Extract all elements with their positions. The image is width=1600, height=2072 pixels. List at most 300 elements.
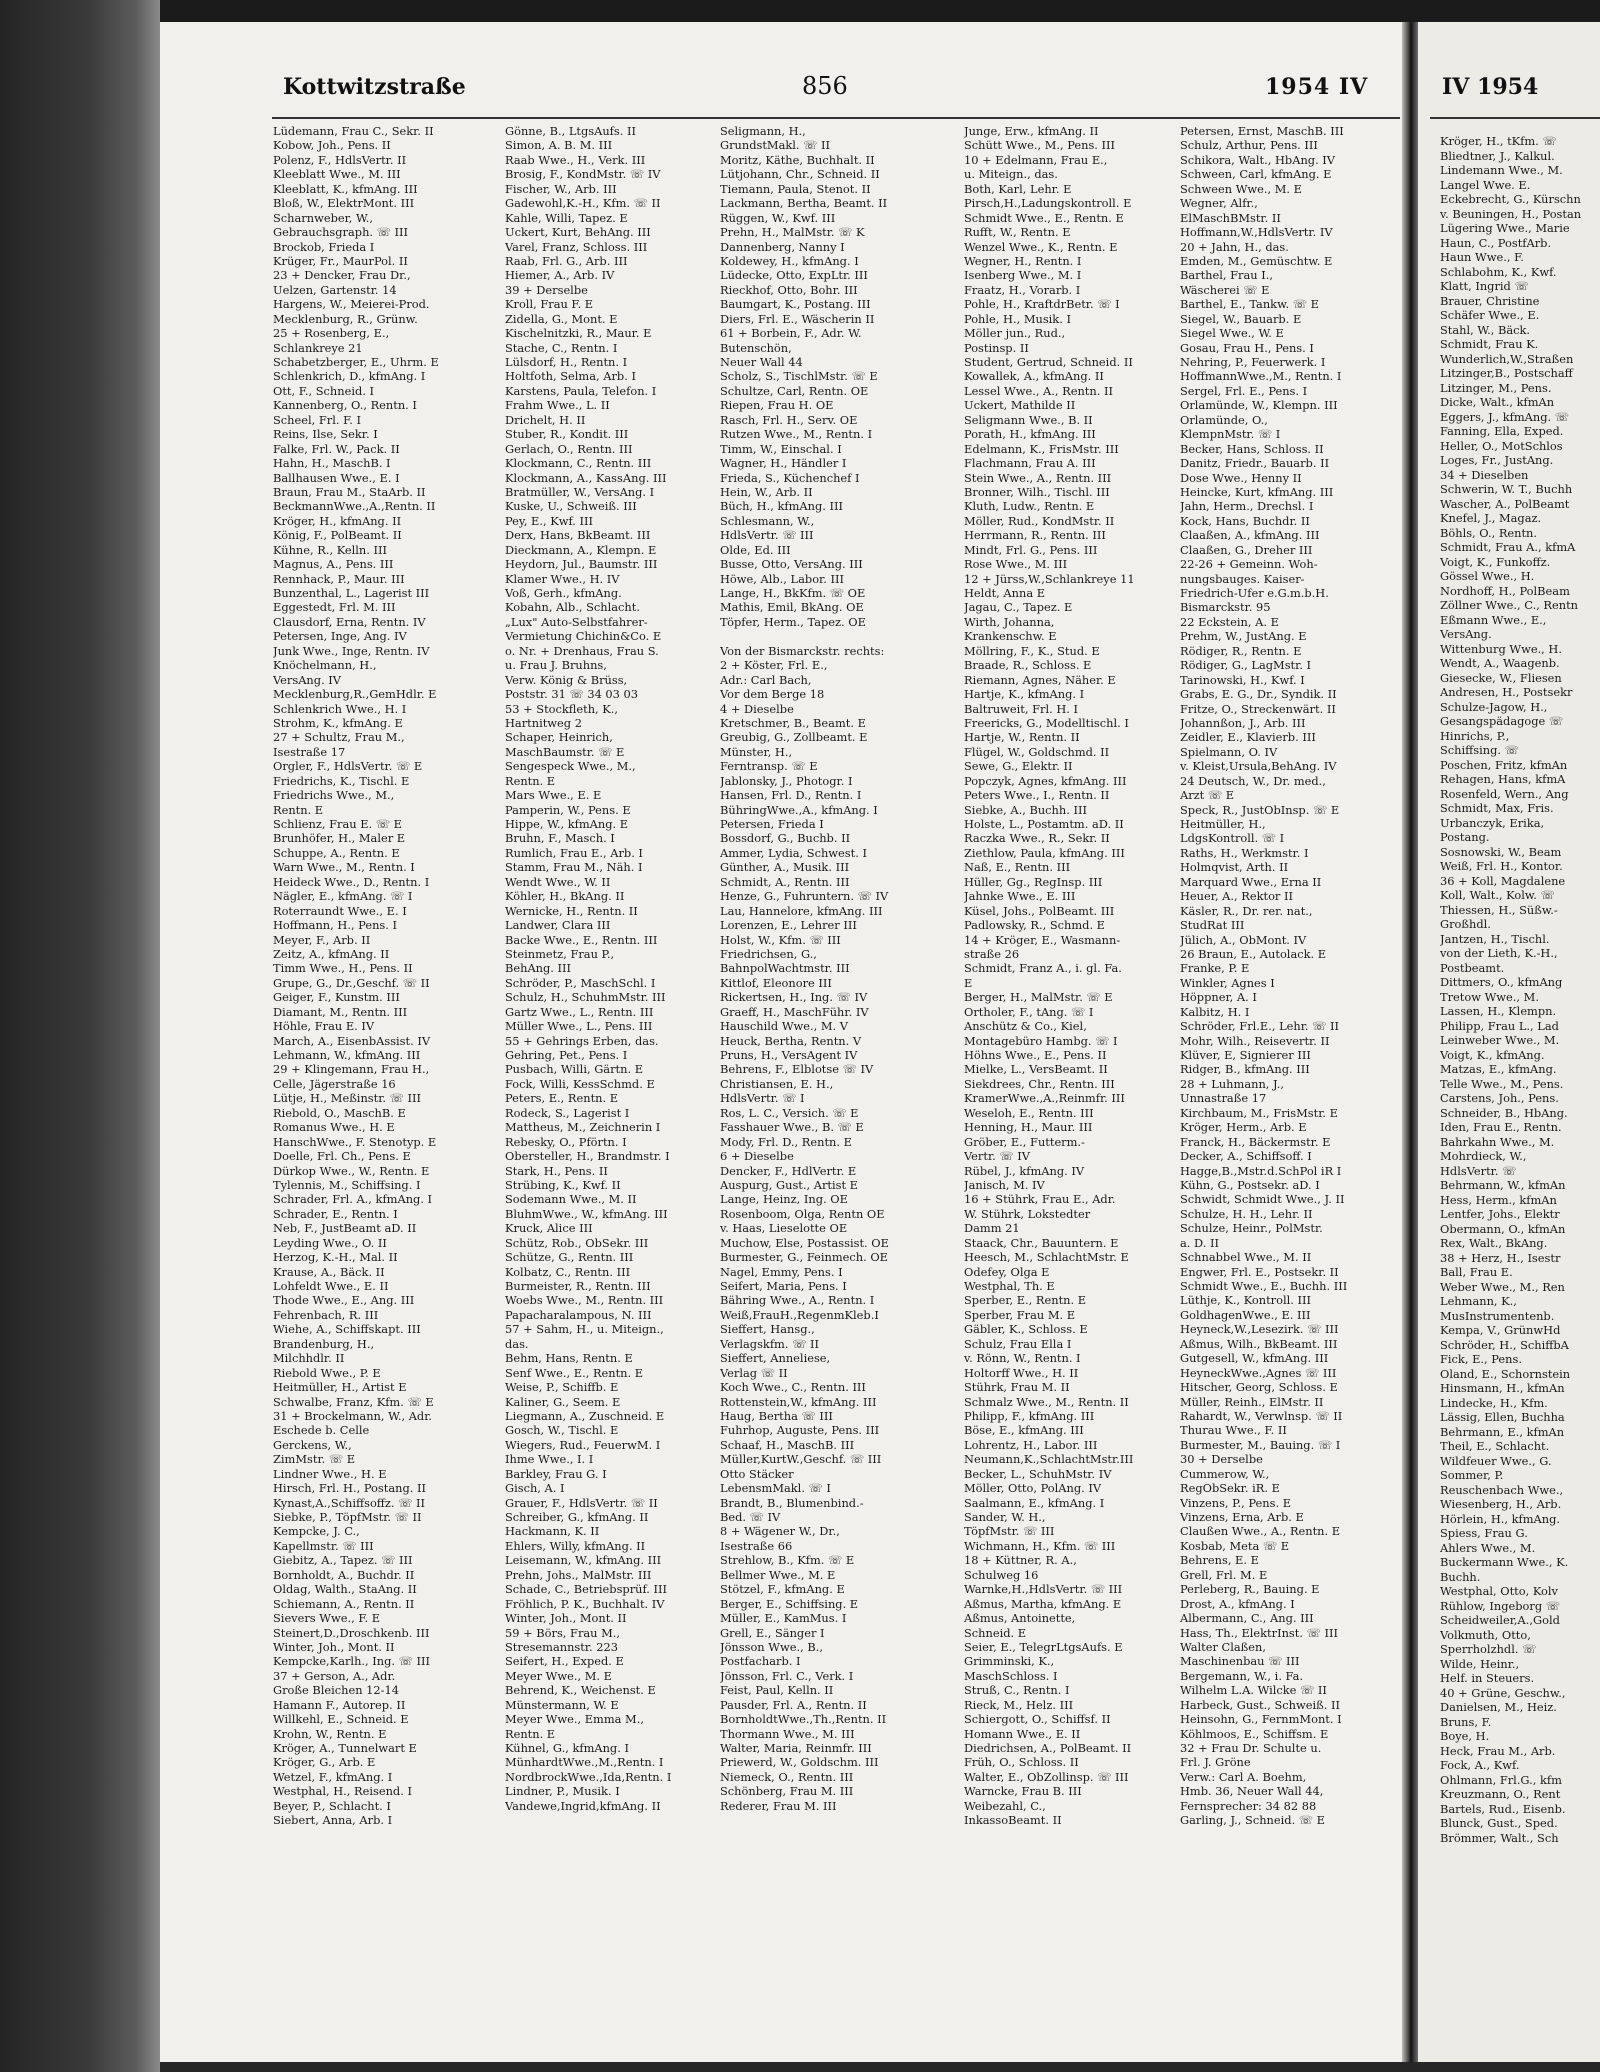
directory-entry: Köhlmoos, E., Schiffsm. E (1180, 1726, 1329, 1741)
directory-entry: Wilhelm L.A. Wilcke ☏ II (1180, 1683, 1327, 1698)
directory-entry: Fernsprecher: 34 82 88 (1180, 1798, 1317, 1813)
directory-entry: Dannenberg, Nanny I (720, 239, 845, 254)
directory-entry: Gössel Wwe., H. (1440, 569, 1535, 583)
directory-entry: Rödiger, R., Rentn. E (1180, 643, 1302, 658)
directory-entry: Schaaf, H., MaschB. III (720, 1437, 855, 1452)
directory-entry: Hartnitweg 2 (505, 715, 582, 730)
directory-entry: 40 + Grüne, Geschw., (1440, 1685, 1566, 1700)
directory-entry: Dencker, F., HdlVertr. E (720, 1163, 857, 1178)
directory-entry: Rühlow, Ingeborg ☏ (1440, 1598, 1561, 1613)
directory-entry: Voigt, K., Funkoffz. (1440, 554, 1551, 569)
directory-entry: Schulz, Frau Ella I (964, 1336, 1072, 1351)
header-rule (272, 117, 1400, 119)
directory-entry: Stache, C., Rentn. I (505, 340, 618, 355)
directory-entry: Schmidt Wwe., E., Buchh. III (1180, 1279, 1348, 1293)
directory-entry: Struß, C., Rentn. I (964, 1683, 1070, 1698)
directory-entry: Schabetzberger, E., Uhrm. E (273, 355, 439, 369)
directory-entry (720, 629, 930, 643)
directory-entry: Gisch, A. I (505, 1481, 565, 1496)
directory-entry: v. Kleist,Ursula,BehAng. IV (1180, 759, 1337, 774)
directory-entry: Rufft, W., Rentn. E (964, 225, 1071, 240)
directory-entry: Ortholer, F., tAng. ☏ I (964, 1004, 1094, 1019)
page-header (160, 74, 1402, 114)
directory-entry: Loges, Fr., JustAng. (1440, 453, 1554, 467)
directory-entry: Tarinowski, H., Kwf. I (1180, 672, 1305, 687)
directory-entry: Lülsdorf, H., Rentn. I (505, 355, 628, 369)
directory-entry: Raczka Wwe., R., Sekr. II (964, 831, 1110, 846)
directory-entry: Böse, E., kfmAng. III (964, 1423, 1084, 1438)
directory-entry: Verw. König & Brüss, (505, 672, 628, 687)
directory-entry: Behrmann, W., kfmAn (1440, 1178, 1566, 1192)
directory-entry: Drichelt, H. II (505, 412, 586, 427)
directory-entry: Heldt, Anna E (964, 586, 1046, 600)
directory-entry: 24 Deutsch, W., Dr. med., (1180, 773, 1326, 788)
directory-entry: Kirchbaum, M., FrisMstr. E (1180, 1105, 1338, 1120)
directory-entry: Siebert, Anna, Arb. I (273, 1813, 393, 1828)
directory-entry: Wendt Wwe., W. II (505, 874, 611, 889)
directory-entry: Heitmüller, H., Artist E (273, 1380, 407, 1395)
directory-entry: 28 + Luhmann, J., (1180, 1076, 1284, 1091)
directory-entry: Kröger, A., Tunnelwart E (273, 1741, 417, 1755)
directory-entry: Hiemer, A., Arb. IV (505, 268, 615, 283)
directory-entry: Sander, W. H., (964, 1510, 1046, 1524)
directory-entry: Knefel, J., Magaz. (1440, 511, 1542, 525)
directory-entry: Stahl, W., Bäck. (1440, 322, 1531, 337)
directory-entry: Behrens, F., Elblotse ☏ IV (720, 1062, 874, 1077)
directory-entry: Sodemann Wwe., M. II (505, 1192, 637, 1207)
directory-entry: Gartz Wwe., L., Rentn. III (505, 1004, 654, 1019)
directory-entry: Haun, C., PostfArb. (1440, 235, 1552, 250)
directory-entry: Holtorff Wwe., H. II (964, 1365, 1079, 1380)
directory-entry: Schwidt, Schmidt Wwe., J. II (1180, 1192, 1345, 1207)
directory-entry: Friedrichs, K., Tischl. E (273, 773, 410, 788)
directory-entry: Kempcke, J. C., (273, 1524, 360, 1539)
directory-entry: Behrend, K., Weichenst. E (505, 1683, 656, 1698)
directory-entry: Oldag, Walth., StaAng. II (273, 1582, 417, 1597)
adjacent-page-header: IV 1954 (1442, 74, 1539, 100)
directory-entry: Pey, E., Kwf. III (505, 513, 594, 528)
listing-column-5 (1180, 124, 1390, 1828)
directory-entry: Brömmer, Walt., Sch (1440, 1830, 1559, 1845)
directory-entry: Ihme Wwe., I. I (505, 1452, 594, 1467)
directory-entry: Wiegers, Rud., FeuerwM. I (505, 1437, 661, 1452)
directory-entry: Zidella, G., Mont. E (505, 311, 618, 326)
directory-entry: Brandenburg, H., (273, 1336, 375, 1351)
directory-entry: Neuer Wall 44 (720, 355, 803, 369)
directory-entry: Otto Stäcker (720, 1466, 794, 1481)
directory-entry: Weiß, Frl. H., Kontor. (1440, 859, 1563, 873)
directory-entry: Mohr, Wilh., Reisevertr. II (1180, 1033, 1330, 1048)
directory-entry: 30 + Derselbe (1180, 1452, 1263, 1467)
directory-entry: Grabs, E. G., Dr., Syndik. II (1180, 687, 1337, 702)
directory-entry: Petersen, Ernst, MaschB. III (1180, 124, 1344, 138)
directory-entry: Verw.: Carl A. Boehm, (1180, 1769, 1307, 1784)
directory-entry: Ohlmann, Frl.G., kfm (1440, 1772, 1562, 1787)
directory-entry: Thormann Wwe., M. III (720, 1726, 855, 1741)
directory-entry: Tylennis, M., Schiffsing. I (273, 1177, 421, 1192)
directory-entry: Strehlow, B., Kfm. ☏ E (720, 1553, 855, 1568)
directory-entry: VersAng. (1440, 627, 1492, 641)
directory-entry: Meyer Wwe., Emma M., (505, 1712, 644, 1727)
directory-entry: Mohrdieck, W., (1440, 1149, 1527, 1163)
directory-entry: Strübing, K., Kwf. II (505, 1177, 621, 1192)
directory-entry: Wildfeuer Wwe., G. (1440, 1453, 1552, 1468)
directory-entry: Rose Wwe., M. III (964, 557, 1068, 572)
directory-entry: Klockmann, C., Rentn. III (505, 456, 652, 471)
directory-entry: Kröger, H., kfmAng. II (273, 513, 402, 528)
directory-entry: Danitz, Friedr., Bauarb. II (1180, 456, 1330, 471)
directory-entry: Riemann, Agnes, Näher. E (964, 672, 1116, 687)
directory-entry: Schween Wwe., M. E (1180, 181, 1302, 196)
directory-entry: Bronner, Wilh., Tischl. III (964, 484, 1110, 499)
directory-entry: Lütjohann, Chr., Schneid. II (720, 167, 880, 182)
directory-entry: Orlamünde, O., (1180, 412, 1268, 427)
directory-entry: Rehagen, Hans, kfmA (1440, 772, 1566, 786)
directory-entry: Schwerin, W. T., Buchh (1440, 482, 1573, 496)
directory-entry: Volkmuth, Otto, (1440, 1627, 1531, 1642)
directory-entry: Steinert,D.,Droschkenb. III (273, 1625, 430, 1640)
directory-entry: Holtfoth, Selma, Arb. I (505, 369, 636, 384)
directory-entry: Warn Wwe., M., Rentn. I (273, 860, 415, 875)
directory-entry: Westphal, H., Reisend. I (273, 1784, 412, 1799)
adjacent-page (1418, 22, 1600, 2062)
directory-entry: Albermann, C., Ang. III (1180, 1611, 1314, 1626)
directory-entry: Fock, A., Kwf. (1440, 1758, 1520, 1772)
directory-entry: Kreuzmann, O., Rent (1440, 1787, 1561, 1801)
directory-entry: Buckermann Wwe., K. (1440, 1555, 1569, 1569)
directory-entry: March, A., EisenbAssist. IV (273, 1033, 431, 1048)
directory-entry: Hansen, Frl. D., Rentn. I (720, 788, 862, 803)
directory-entry: Tretow Wwe., M. (1440, 989, 1539, 1004)
directory-entry: Timm Wwe., H., Pens. II (273, 961, 413, 976)
directory-entry: Rentn. E (505, 1726, 556, 1741)
directory-entry: Behrmann, E., kfmAn (1440, 1424, 1565, 1439)
directory-entry: Pamperin, W., Pens. E (505, 802, 631, 817)
directory-entry: Kobow, Joh., Pens. II (273, 138, 391, 153)
directory-entry: Strohm, K., kfmAng. E (273, 715, 403, 730)
directory-entry: Hagge,B.,Mstr.d.SchPol iR I (1180, 1163, 1342, 1178)
directory-entry: Heitmüller, H., (1180, 817, 1266, 831)
directory-entry: Schade, C., Betriebsprüf. III (505, 1582, 668, 1597)
directory-entry: Hahn, H., MaschB. I (273, 456, 391, 471)
directory-entry: NordbrockWwe.,Ida,Rentn. I (505, 1769, 672, 1784)
directory-entry: HoffmannWwe.,M., Rentn. I (1180, 369, 1342, 384)
directory-entry: Scholz, S., TischlMstr. ☏ E (720, 369, 878, 384)
directory-entry: Siegel Wwe., W. E (1180, 326, 1284, 341)
directory-entry: Kischelnitzki, R., Maur. E (505, 326, 652, 341)
directory-entry: Giesecke, W., Fliesen (1440, 670, 1562, 685)
directory-entry: Mattheus, M., Zeichnerin I (505, 1120, 661, 1135)
directory-entry: Weseloh, E., Rentn. III (964, 1105, 1094, 1120)
directory-entry: Wittenburg Wwe., H. (1440, 641, 1562, 656)
directory-entry: Möller jun., Rud., (964, 326, 1066, 341)
directory-entry: Hartje, W., Rentn. II (964, 730, 1080, 745)
directory-entry: Riepen, Frau H. OE (720, 398, 834, 413)
directory-entry: Homann Wwe., E. II (964, 1726, 1081, 1741)
directory-entry: Junge, Erw., kfmAng. II (964, 124, 1099, 138)
directory-entry: Hippe, W., kfmAng. E (505, 817, 629, 831)
directory-entry: BornholdtWwe.,Th.,Rentn. II (720, 1712, 887, 1727)
directory-entry: Brauer, Christine (1440, 293, 1540, 308)
directory-entry: Fasshauer Wwe., B. ☏ E (720, 1120, 864, 1135)
directory-entry: Hess, Herm., kfmAn (1440, 1192, 1557, 1207)
directory-entry: Claaßen, G., Dreher III (1180, 542, 1313, 557)
directory-entry: Schween, Carl, kfmAng. E (1180, 167, 1332, 182)
directory-entry: Schaper, Heinrich, (505, 730, 613, 745)
directory-entry: Spiess, Frau G. (1440, 1526, 1528, 1540)
directory-entry: Kobahn, Alb., Schlacht. (505, 600, 640, 615)
directory-entry: Schrader, Frl. A., kfmAng. I (273, 1192, 433, 1207)
directory-entry: 23 + Dencker, Frau Dr., (273, 268, 411, 283)
directory-entry: Bratmüller, W., VersAng. I (505, 484, 655, 499)
directory-entry: 38 + Herz, H., Isestr (1440, 1250, 1561, 1265)
directory-entry: Lehmann, W., kfmAng. III (273, 1048, 421, 1062)
directory-entry: Seifert, Maria, Pens. I (720, 1279, 847, 1293)
directory-entry: Vor dem Berge 18 (720, 687, 825, 702)
directory-entry: Schlankreye 21 (273, 340, 363, 355)
directory-entry: Uelzen, Gartenstr. 14 (273, 282, 397, 297)
directory-entry: 4 + Dieselbe (720, 701, 794, 716)
directory-entry: Kittlof, Eleonore III (720, 975, 832, 990)
directory-entry: KlempnMstr. ☏ I (1180, 427, 1281, 442)
directory-entry: Stuber, R., Kondit. III (505, 427, 629, 442)
directory-entry: Schiffsing. ☏ (1440, 743, 1519, 757)
directory-entry: Marquard Wwe., Erna II (1180, 874, 1322, 889)
directory-entry: Kühn, G., Postsekr. aD. I (1180, 1177, 1320, 1192)
directory-entry: Jahn, Herm., Drechsl. I (1180, 499, 1314, 514)
directory-entry: Schneid. E (964, 1625, 1027, 1640)
directory-entry: Kretschmer, B., Beamt. E (720, 715, 866, 730)
directory-entry: Franke, P. E (1180, 961, 1250, 976)
directory-entry: Zeidler, E., Klavierb. III (1180, 730, 1316, 745)
directory-entry: Bartels, Rud., Eisenb. (1440, 1801, 1566, 1816)
directory-entry: Hamann F., Autorep. II (273, 1697, 406, 1712)
directory-entry: Brandt, B., Blumenbind.- (720, 1495, 864, 1510)
directory-entry: Sperber, E., Rentn. E (964, 1293, 1087, 1308)
directory-entry: Claaßen, A., kfmAng. III (1180, 528, 1320, 543)
directory-entry: Behrens, E. E (1180, 1553, 1259, 1568)
directory-entry: Neb, F., JustBeamt aD. II (273, 1221, 417, 1236)
directory-entry: Voß, Gerh., kfmAng. (505, 586, 622, 600)
directory-entry: Auspurg, Gust., Artist E (720, 1177, 858, 1192)
directory-entry: Eßmann Wwe., E., (1440, 612, 1547, 627)
directory-entry: Bähring Wwe., A., Rentn. I (720, 1293, 875, 1308)
directory-entry: Schreiber, G., kfmAng. II (505, 1510, 649, 1524)
directory-entry: Heller, O., MotSchlos (1440, 438, 1563, 453)
directory-entry: Friedrich-Ufer e.G.m.b.H. (1180, 586, 1329, 600)
directory-entry: Harbeck, Gust., Schweiß. II (1180, 1697, 1340, 1712)
directory-entry: Lange, Heinz, Ing. OE (720, 1192, 848, 1207)
directory-entry: Lehmann, K., (1440, 1294, 1517, 1308)
directory-entry: Schmidt, A., Rentn. III (720, 874, 850, 889)
directory-entry: Montagebüro Hambg. ☏ I (964, 1033, 1118, 1048)
directory-entry: Höppner, A. I (1180, 990, 1257, 1005)
directory-entry: BahnpolWachtmstr. III (720, 961, 850, 976)
directory-entry: 14 + Kröger, E., Wasmann- (964, 932, 1121, 947)
directory-entry: MaschBaumstr. ☏ E (505, 744, 625, 759)
directory-entry: Ferntransp. ☏ E (720, 759, 818, 774)
directory-entry: HdlsVertr. ☏ (1440, 1163, 1517, 1178)
directory-entry: Celle, Jägerstraße 16 (273, 1076, 396, 1091)
directory-entry: Falke, Frl. W., Pack. II (273, 441, 400, 456)
directory-entry: Vertr. ☏ IV (964, 1149, 1030, 1164)
directory-entry: Jantzen, H., Tischl. (1440, 931, 1550, 946)
directory-entry: Giebitz, A., Tapez. ☏ III (273, 1553, 413, 1568)
directory-entry: Schröder, Frl.E., Lehr. ☏ II (1180, 1019, 1340, 1034)
directory-entry: Freericks, G., Modelltischl. I (964, 715, 1129, 730)
directory-entry: Diedrichsen, A., PolBeamt. II (964, 1741, 1132, 1755)
directory-entry: Warnke,H.,HdlsVertr. ☏ III (964, 1582, 1123, 1597)
directory-entry: Orgler, F., HdlsVertr. ☏ E (273, 759, 423, 774)
directory-entry: Rex, Walt., BkAng. (1440, 1236, 1548, 1250)
directory-entry: Grupe, G., Dr.,Geschf. ☏ II (273, 975, 430, 990)
directory-entry: Damm 21 (964, 1221, 1020, 1236)
directory-entry: Lessel Wwe., A., Rentn. II (964, 383, 1113, 398)
directory-entry: Klatt, Ingrid ☏ (1440, 279, 1529, 293)
directory-entry: Geiger, F., Kunstm. III (273, 990, 400, 1005)
directory-entry: Ehlers, Willy, kfmAng. II (505, 1538, 646, 1553)
directory-entry: Schlienz, Frau E. ☏ E (273, 817, 402, 831)
directory-entry: Haun Wwe., F. (1440, 250, 1524, 264)
directory-entry: Krohn, W., Rentn. E (273, 1726, 387, 1741)
directory-entry: Kosbab, Meta ☏ E (1180, 1538, 1290, 1553)
directory-entry: 37 + Gerson, A., Adr. (273, 1668, 396, 1683)
directory-entry: Stresemannstr. 223 (505, 1639, 619, 1654)
directory-entry: Schäfer Wwe., E. (1440, 308, 1540, 322)
directory-entry: Ziethlow, Paula, kfmAng. III (964, 845, 1125, 860)
directory-entry: Kleeblatt Wwe., M. III (273, 167, 401, 182)
directory-entry: Friedrichs Wwe., M., (273, 788, 395, 803)
directory-entry: Becker, L., SchuhMstr. IV (964, 1466, 1112, 1481)
directory-entry: Klüver, E, Signierer III (1180, 1048, 1311, 1062)
directory-entry: u. Miteign., das. (964, 167, 1058, 182)
directory-entry: Blunck, Gust., Sped. (1440, 1816, 1558, 1830)
directory-entry: Kuske, U., Schweiß. III (505, 499, 637, 514)
directory-entry: Gönne, B., LtgsAufs. II (505, 124, 636, 138)
directory-entry: Gäbler, K., Schloss. E (964, 1322, 1088, 1337)
directory-entry: Schulze, H. H., Lehr. II (1180, 1206, 1313, 1221)
directory-entry: Muchow, Else, Postassist. OE (720, 1235, 889, 1250)
directory-entry: Petersen, Inge, Ang. IV (273, 629, 407, 644)
directory-entry: Backe Wwe., E., Rentn. III (505, 932, 658, 947)
directory-entry: Claußen Wwe., A., Rentn. E (1180, 1524, 1341, 1539)
directory-entry: VersAng. IV (273, 672, 342, 687)
directory-entry: Wagner, H., Händler I (720, 456, 847, 471)
directory-entry: Leinweber Wwe., M. (1440, 1033, 1560, 1047)
directory-entry: Derx, Hans, BkBeamt. III (505, 528, 651, 543)
directory-entry: Sengespeck Wwe., M., (505, 759, 636, 774)
directory-entry: E (964, 975, 973, 990)
directory-entry: Hörlein, H., kfmAng. (1440, 1511, 1561, 1526)
directory-entry: Stührk, Frau M. II (964, 1380, 1070, 1395)
directory-entry: Walter Claßen, (1180, 1639, 1266, 1654)
directory-entry: 32 + Frau Dr. Schulte u. (1180, 1741, 1322, 1755)
directory-entry: Litzinger, M., Pens. (1440, 380, 1552, 395)
directory-entry: Schütz, Rob., ObSekr. III (505, 1235, 649, 1250)
directory-entry: Becker, Hans, Schloss. II (1180, 441, 1324, 456)
directory-entry: 27 + Schultz, Frau M., (273, 730, 405, 745)
directory-entry: Mars Wwe., E. E (505, 788, 602, 803)
directory-entry: Schuppe, A., Rentn. E (273, 845, 400, 860)
directory-entry: Vinzens, Erna, Arb. E (1180, 1510, 1304, 1524)
directory-entry: Mielke, L., VersBeamt. II (964, 1062, 1108, 1077)
directory-entry: Nehring, P., Feuerwerk. I (1180, 355, 1326, 369)
directory-entry: Jönsson, Frl. C., Verk. I (720, 1668, 854, 1683)
directory-entry: Lässig, Ellen, Buchha (1440, 1410, 1565, 1424)
directory-entry: Heinsohn, G., FernmMont. I (1180, 1712, 1342, 1727)
directory-entry: Stark, H., Pens. II (505, 1163, 608, 1178)
directory-entry: HdlsVertr. ☏ I (720, 1091, 805, 1106)
directory-entry: Butenschön, (720, 340, 792, 355)
directory-entry: Theil, E., Schlacht. (1440, 1439, 1550, 1453)
directory-entry: Stein Wwe., A., Rentn. III (964, 470, 1112, 485)
directory-entry: Bossdorf, G., Buchb. II (720, 831, 851, 846)
directory-entry: Höhle, Frau E. IV (273, 1019, 375, 1034)
directory-entry: Koldewey, H., kfmAng. I (720, 253, 859, 268)
directory-entry: Siebke, P., TöpfMstr. ☏ II (273, 1510, 422, 1524)
directory-entry: Schulze, Heinr., PolMstr. (1180, 1221, 1323, 1236)
directory-entry: Verlag ☏ II (720, 1365, 788, 1380)
directory-entry: Wetzel, F., kfmAng. I (273, 1769, 393, 1784)
directory-entry: Kruck, Alice III (505, 1221, 593, 1236)
directory-entry: Mecklenburg, R., Grünw. (273, 311, 418, 326)
directory-entry: Fröhlich, P. K., Buchhalt. IV (505, 1596, 665, 1611)
directory-entry: Zöllner Wwe., C., Rentn (1440, 598, 1578, 612)
directory-entry: Schlesmann, W., (720, 513, 815, 528)
directory-entry: Küsel, Johs., PolBeamt. III (964, 903, 1115, 918)
directory-entry: v. Rönn, W., Rentn. I (964, 1351, 1081, 1366)
directory-entry: Stamm, Frau M., Näh. I (505, 860, 643, 875)
directory-entry: Winkler, Agnes I (1180, 975, 1275, 990)
directory-entry: Warncke, Frau B. III (964, 1784, 1082, 1799)
directory-entry: Holmqvist, Arth. II (1180, 860, 1289, 875)
directory-entry: 2 + Köster, Frl. E., (720, 658, 828, 673)
directory-entry: Voigt, K., kfmAng. (1440, 1047, 1545, 1062)
directory-entry: Jablonsky, J., Photogr. I (720, 773, 853, 788)
directory-entry: Johannßon, J., Arb. III (1180, 715, 1306, 730)
directory-entry: StudRat III (1180, 918, 1245, 933)
directory-entry: Liegmann, A., Zuschneid. E (505, 1408, 665, 1423)
directory-entry: Riebold, O., MaschB. E (273, 1105, 406, 1120)
directory-entry: straße 26 (964, 946, 1020, 961)
directory-entry: Sievers Wwe., F. E (273, 1611, 381, 1626)
directory-entry: HdlsVertr. ☏ III (720, 528, 814, 543)
directory-entry: Brockob, Frieda I (273, 239, 375, 254)
scan-top-edge (0, 0, 1600, 22)
directory-entry: Lindner, P., Musik. I (505, 1784, 620, 1799)
directory-entry: Popczyk, Agnes, kfmAng. III (964, 773, 1127, 788)
directory-entry: Greubig, G., Zollbeamt. E (720, 730, 868, 745)
directory-entry: Raab, Frl. G., Arb. III (505, 253, 628, 268)
directory-entry: Knöchelmann, H., (273, 658, 377, 673)
directory-entry: Spielmann, O. IV (1180, 744, 1278, 759)
directory-entry: Schlenkrich Wwe., H. I (273, 701, 407, 716)
directory-entry: Westphal, Th. E (964, 1279, 1055, 1293)
directory-entry: Scharnweber, W., (273, 210, 374, 225)
directory-entry: Thiessen, H., Süßw.- (1440, 902, 1558, 917)
directory-entry: 20 + Jahn, H., das. (1180, 239, 1289, 254)
directory-entry: Eggers, J., kfmAng. ☏ (1440, 409, 1569, 424)
directory-entry: Uckert, Kurt, BehAng. III (505, 225, 651, 240)
directory-entry: Bed. ☏ IV (720, 1510, 781, 1524)
directory-entry: Prehn, H., MalMstr. ☏ K (720, 225, 865, 240)
directory-entry: Jagau, C., Tapez. E (964, 600, 1073, 615)
directory-entry: Früh, O., Schloss. II (964, 1755, 1079, 1770)
directory-entry: Lau, Hannelore, kfmAng. III (720, 903, 883, 918)
directory-entry: Schröder, P., MaschSchl. I (505, 975, 656, 990)
directory-entry: u. Frau J. Bruhns, (505, 658, 607, 673)
directory-entry: Rutzen Wwe., M., Rentn. I (720, 427, 873, 442)
